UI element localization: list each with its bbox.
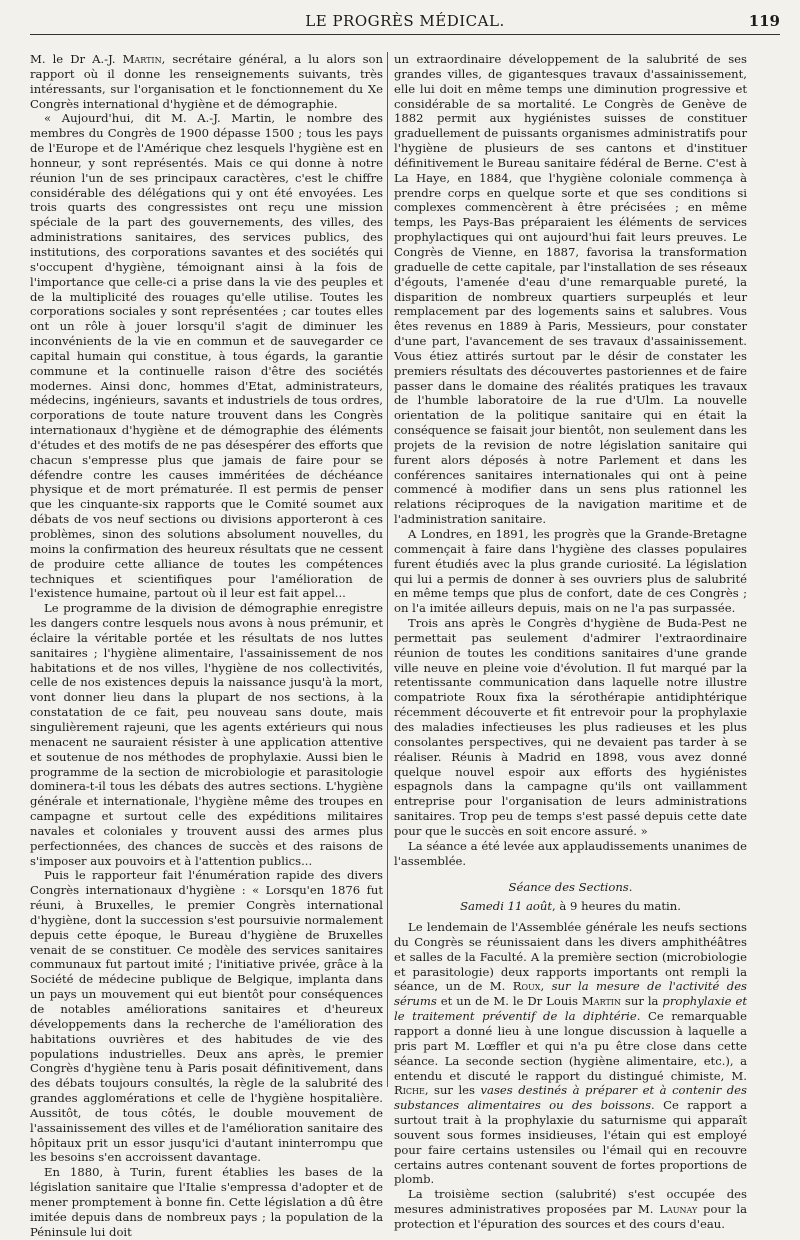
column-divider xyxy=(387,52,388,1087)
page-header xyxy=(30,8,780,35)
paragraph: M. le Dr A.-J. Martin, secrétaire général, a lu alors son rapport où il donne les renseignements suivants, très intéressants, sur l'organisation et le fonctionnement du Xe Congrès international d'hygiène et de démographie. xyxy=(30,52,383,111)
paragraph: « Aujourd'hui, dit M. A.-J. Martin, le nombre des membres du Congrès de 1900 dépasse 1500 ; tous les pays de l'Europe et de l'Amérique chez lesquels l'hygiène est en honneur, y sont représentés. Mais ce qui donne à notre réunion l'un de ses principaux caractères, c'est le chiffre considérable des délégations qui y ont été envoyées. Les trois quarts des congressistes ont reçu une mission spéciale de la part des gouvernements, des villes, des administrations sanitaires, des services publics, des institutions, des corporations savantes et des sociétés qui s'occupent d'hygiène, témoignant ainsi à la fois de l'importance que celle-ci a prise dans la vie des peuples et de la multiplicité des rouages qu'elle utilise. Toutes les corporations sociales y sont représentées ; car toutes elles ont un rôle à jouer lorsqu'il s'agit de diminuer les inconvénients de la vie en commun et de sauvegarder ce capital humain qui constitue, à tous égards, la garantie commune et la continuelle raison d'être des sociétés modernes. Ainsi donc, hommes d'Etat, administrateurs, médecins, ingénieurs, savants et industriels de tous ordres, corporations de toute nature trouvent dans les Congrès internationaux d'hygiène et de démographie des éléments d'études et des motifs de ne pas désespérer des efforts que chacun s'empresse plus que jamais de faire pour se défendre contre les causes imméritées de déchéance physique et de mort prématurée. Il est permis de penser que les cinquante-six rapports que le Comité soumet aux débats de vos neuf sections ou divisions apporteront à ces problèmes, sinon des solutions absolument nouvelles, du moins la confirmation des heureux résultats que ne cessent de produire cette alliance de toutes les compétences techniques et scientifiques pour l'amélioration de l'existence humaine, partout où il leur est fait appel... xyxy=(30,111,383,601)
paragraph: un extraordinaire développement de la salubrité de ses grandes villes, de gigantesques travaux d'assainissement, elle lui doit en même temps une diminution progressive et considérable de sa mortalité. Le Congrès de Genève de 1882 permit aux hygiénistes suisses de constituer graduellement de puissants organismes administratifs pour l'hygiène de plusieurs de ses cantons et d'instituer définitivement le Bureau sanitaire fédéral de Berne. C'est à La Haye, en 1884, que l'hygiène coloniale commença à prendre corps en quelque sorte et que ses conditions si complexes commencèrent à être précisées ; en même temps, les Pays-Bas préparaient les éléments de services prophylactiques qui ont aujourd'hui fait leurs preuves. Le Congrès de Vienne, en 1887, favorisa la transformation graduelle de cette capitale, par l'installation de ses réseaux d'égouts, l'amenée d'eau d'une remarquable pureté, la disparition de nombreux quartiers surpeuplés et leur remplacement par des logements sains et salubres. Vous êtes revenus en 1889 à Paris, Messieurs, pour constater d'une part, l'avancement de ses travaux d'assainissement. Vous étiez attirés surtout par le désir de constater les premiers résultats des découvertes pastoriennes et de faire passer dans le domaine des réalités pratiques les travaux de l'humble laboratoire de la rue d'Ulm. La nouvelle orientation de la politique sanitaire qui en était la conséquence se faisait jour bientôt, non seulement dans les projets de la revision de notre législation sanitaire qui furent alors déposés à notre Parlement et dans les conférences sanitaires internationales qui ont à peine commencé à modifier dans un sens plus rationnel les relations réciproques de la navigation maritime et de l'administration sanitaire. xyxy=(394,52,747,527)
section-heading: Séance des Sections. xyxy=(508,880,633,895)
left-column xyxy=(30,52,383,1239)
paragraph: La séance a été levée aux applaudissements unanimes de l'assemblée. xyxy=(394,838,747,868)
page-number: 119 xyxy=(748,12,780,30)
paragraph: Le lendemain de l'Assemblée générale les neufs sections du Congrès se réunissaient dans les divers amphithéâtres et salles de la Faculté. A la première section (microbiologie et parasitologie) deux rapports importants ont rempli la séance, un de M. Roux, sur la mesure de l'activité des sérums et un de M. le Dr Louis Martin sur la prophylaxie et le traitement préventif de la diphtérie. Ce remarquable rapport a donné lieu à une longue discussion à laquelle a pris part M. Lœffler et qui n'a pu être close dans cette séance. La seconde section (hygiène alimentaire, etc.), a entendu et discuté le rapport du distingué chimiste, M. Riche, sur les vases destinés à préparer et à contenir des substances alimentaires ou des boissons. Ce rapport a surtout trait à la prophylaxie du saturnisme qui apparaît souvent sous formes insidieuses, l'étain qui est employé pour faire certains ustensiles ou l'émail qui en recouvre certains autres contenant souvent de fortes proportions de plomb. xyxy=(394,920,748,1187)
journal-title: LE PROGRÈS MÉDICAL. xyxy=(305,12,505,30)
right-column xyxy=(394,52,748,1231)
paragraph: La troisième section (salubrité) s'est occupée des mesures administratives proposées par M. Launay pour la protection et l'épuration des sources et des cours d'eau. xyxy=(394,1187,748,1231)
session-date: Samedi 11 août, à 9 heures du matin. xyxy=(460,899,681,914)
paragraph: Puis le rapporteur fait l'énumération rapide des divers Congrès internationaux d'hygiène : « Lorsqu'en 1876 fut réuni, à Bruxelles, le premier Congrès international d'hygiène, dont la succession s'est poursuivie normalement depuis cette époque, le Bureau d'hygiène de Bruxelles venait de se constituer. Ce modèle des services sanitaires communaux fut partout imité ; l'initiative privée, grâce à la Société de médecine publique de Belgique, implanta dans un pays un mouvement qui eut bientôt pour conséquences de notables améliorations sanitaires et d'heureux développements dans la recherche de l'amélioration des habitations ouvrières et des habitudes de vie des populations industrielles. Deux ans après, le premier Congrès d'hygiène tenu à Paris posait définitivement, dans des débats toujours consultés, la règle de la salubrité des grandes agglomérations et celle de l'hygiène hospitalière. Aussitôt, de tous côtés, le double mouvement de l'assainissement des villes et de l'amélioration sanitaire des hôpitaux prit un essor jusqu'ici d'autant ininterrompu que les besoins s'en accroissent davantage. xyxy=(30,868,383,1165)
paragraph: En 1880, à Turin, furent établies les bases de la législation sanitaire que l'Italie s'empressa d'adopter et de mener promptement à bonne fin. Cette législation a dû être imitée depuis dans de nombreux pays ; la population de la Péninsule lui doit xyxy=(30,1165,383,1239)
paragraph: A Londres, en 1891, les progrès que la Grande-Bretagne commençait à faire dans l'hygiène des classes populaires furent étudiés avec la plus grande curiosité. La législation qui lui a permis de donner à ses ouvriers plus de salubrité en même temps que plus de confort, date de ces Congrès ; on l'a imitée ailleurs depuis, mais on ne l'a pas surpassée. xyxy=(394,527,747,616)
paragraph: Trois ans après le Congrès d'hygiène de Buda-Pest ne permettait pas seulement d'admirer l'extraordinaire réunion de toutes les conditions sanitaires d'une grande ville neuve en pleine voie d'évolution. Il fut marqué par la retentissante communication dans laquelle notre illustre compatriote Roux fixa la sérothérapie antidiphtérique récemment découverte et fit entrevoir pour la prophylaxie des maladies infectieuses les plus radieuses et les plus consolantes perspectives, qui ne devaient pas tarder à se réaliser. Réunis à Madrid en 1898, vous avez donné quelque nouvel espoir aux efforts des hygiénistes espagnols dans la campagne qu'ils ont vaillamment entreprise pour l'organisation de leurs administrations sanitaires. Trop peu de temps s'est passé depuis cette date pour que le succès en soit encore assuré. » xyxy=(394,616,747,838)
paragraph: Le programme de la division de démographie enregistre les dangers contre lesquels nous avons à nous prémunir, et éclaire la véritable portée et les résultats de nos luttes sanitaires ; l'hygiène alimentaire, l'assainissement de nos habitations et de nos villes, l'hygiène de nos collectivités, celle de nos existences depuis la naissance jusqu'à la mort, vont donner lieu dans la plupart de nos sections, à la constatation de ce fait, peu nouveau sans doute, mais singulièrement rajeuni, que les agents extérieurs qui nous menacent ne sauraient résister à une application attentive et soutenue de nos méthodes de prophylaxie. Aussi bien le programme de la section de microbiologie et parasitologie dominera-t-il tous les débats des autres sections. L'hygiène générale et internationale, l'hygiène même des troupes en campagne et surtout celle des expéditions militaires navales et coloniales y trouvent aussi des armes plus perfectionnées, des chances de succès et des raisons de s'imposer aux pouvoirs et à l'attention publics... xyxy=(30,601,383,868)
